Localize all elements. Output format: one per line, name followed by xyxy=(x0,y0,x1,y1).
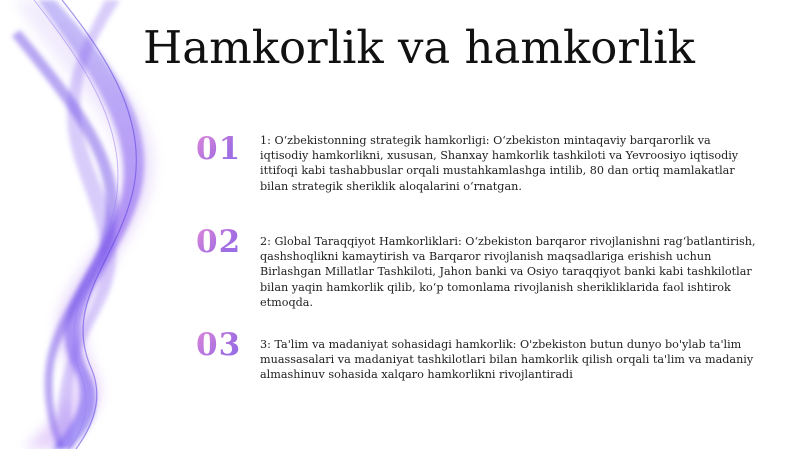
slide-title: Hamkorlik va hamkorlik xyxy=(143,21,695,74)
item-number: 01 xyxy=(196,129,248,169)
item-text: 3: Ta'lim va madaniyat sohasidagi hamkorlik: O'zbekiston butun dunyo bo'ylab ta'lim muassasalari va madaniyat tashkilotlari bilan hamkorlik qilish orqali ta'lim va madaniy almashinuv sohasida xalqaro hamkorlikni rivojlantiradi xyxy=(260,338,754,382)
item-text: 1: O‘zbekistonning strategik hamkorligi: O‘zbekiston mintaqaviy barqarorlik va iqtisodiy hamkorlikni, xususan, Shanxay hamkorlik tashkiloti va Yevroosiyo iqtisodiy ittifoqi kabi tashabbuslar orqali mustahkamlashga intilib, 80 dan ortiq mamlakatlar bilan strategik sheriklik aloqalarini o‘rnatgan. xyxy=(260,134,739,193)
item-text: 2: Global Taraqqiyot Hamkorliklari: O‘zbekiston barqaror rivojlanishni rag‘batlantirish, qashshoqlikni kamaytirish va Barqaror rivojlanish maqsadlariga erishish uchun Birlashgan Millatlar Tashkiloti, Jahon banki va Osiyo taraqqiyot banki kabi tashkilotlar bilan yaqin hamkorlik qilib, ko‘p tomonlama rivojlanish sherikliklarida faol ishtirok etmoqda. xyxy=(260,235,756,309)
item-number: 02 xyxy=(196,222,248,262)
item-number: 03 xyxy=(196,325,248,365)
